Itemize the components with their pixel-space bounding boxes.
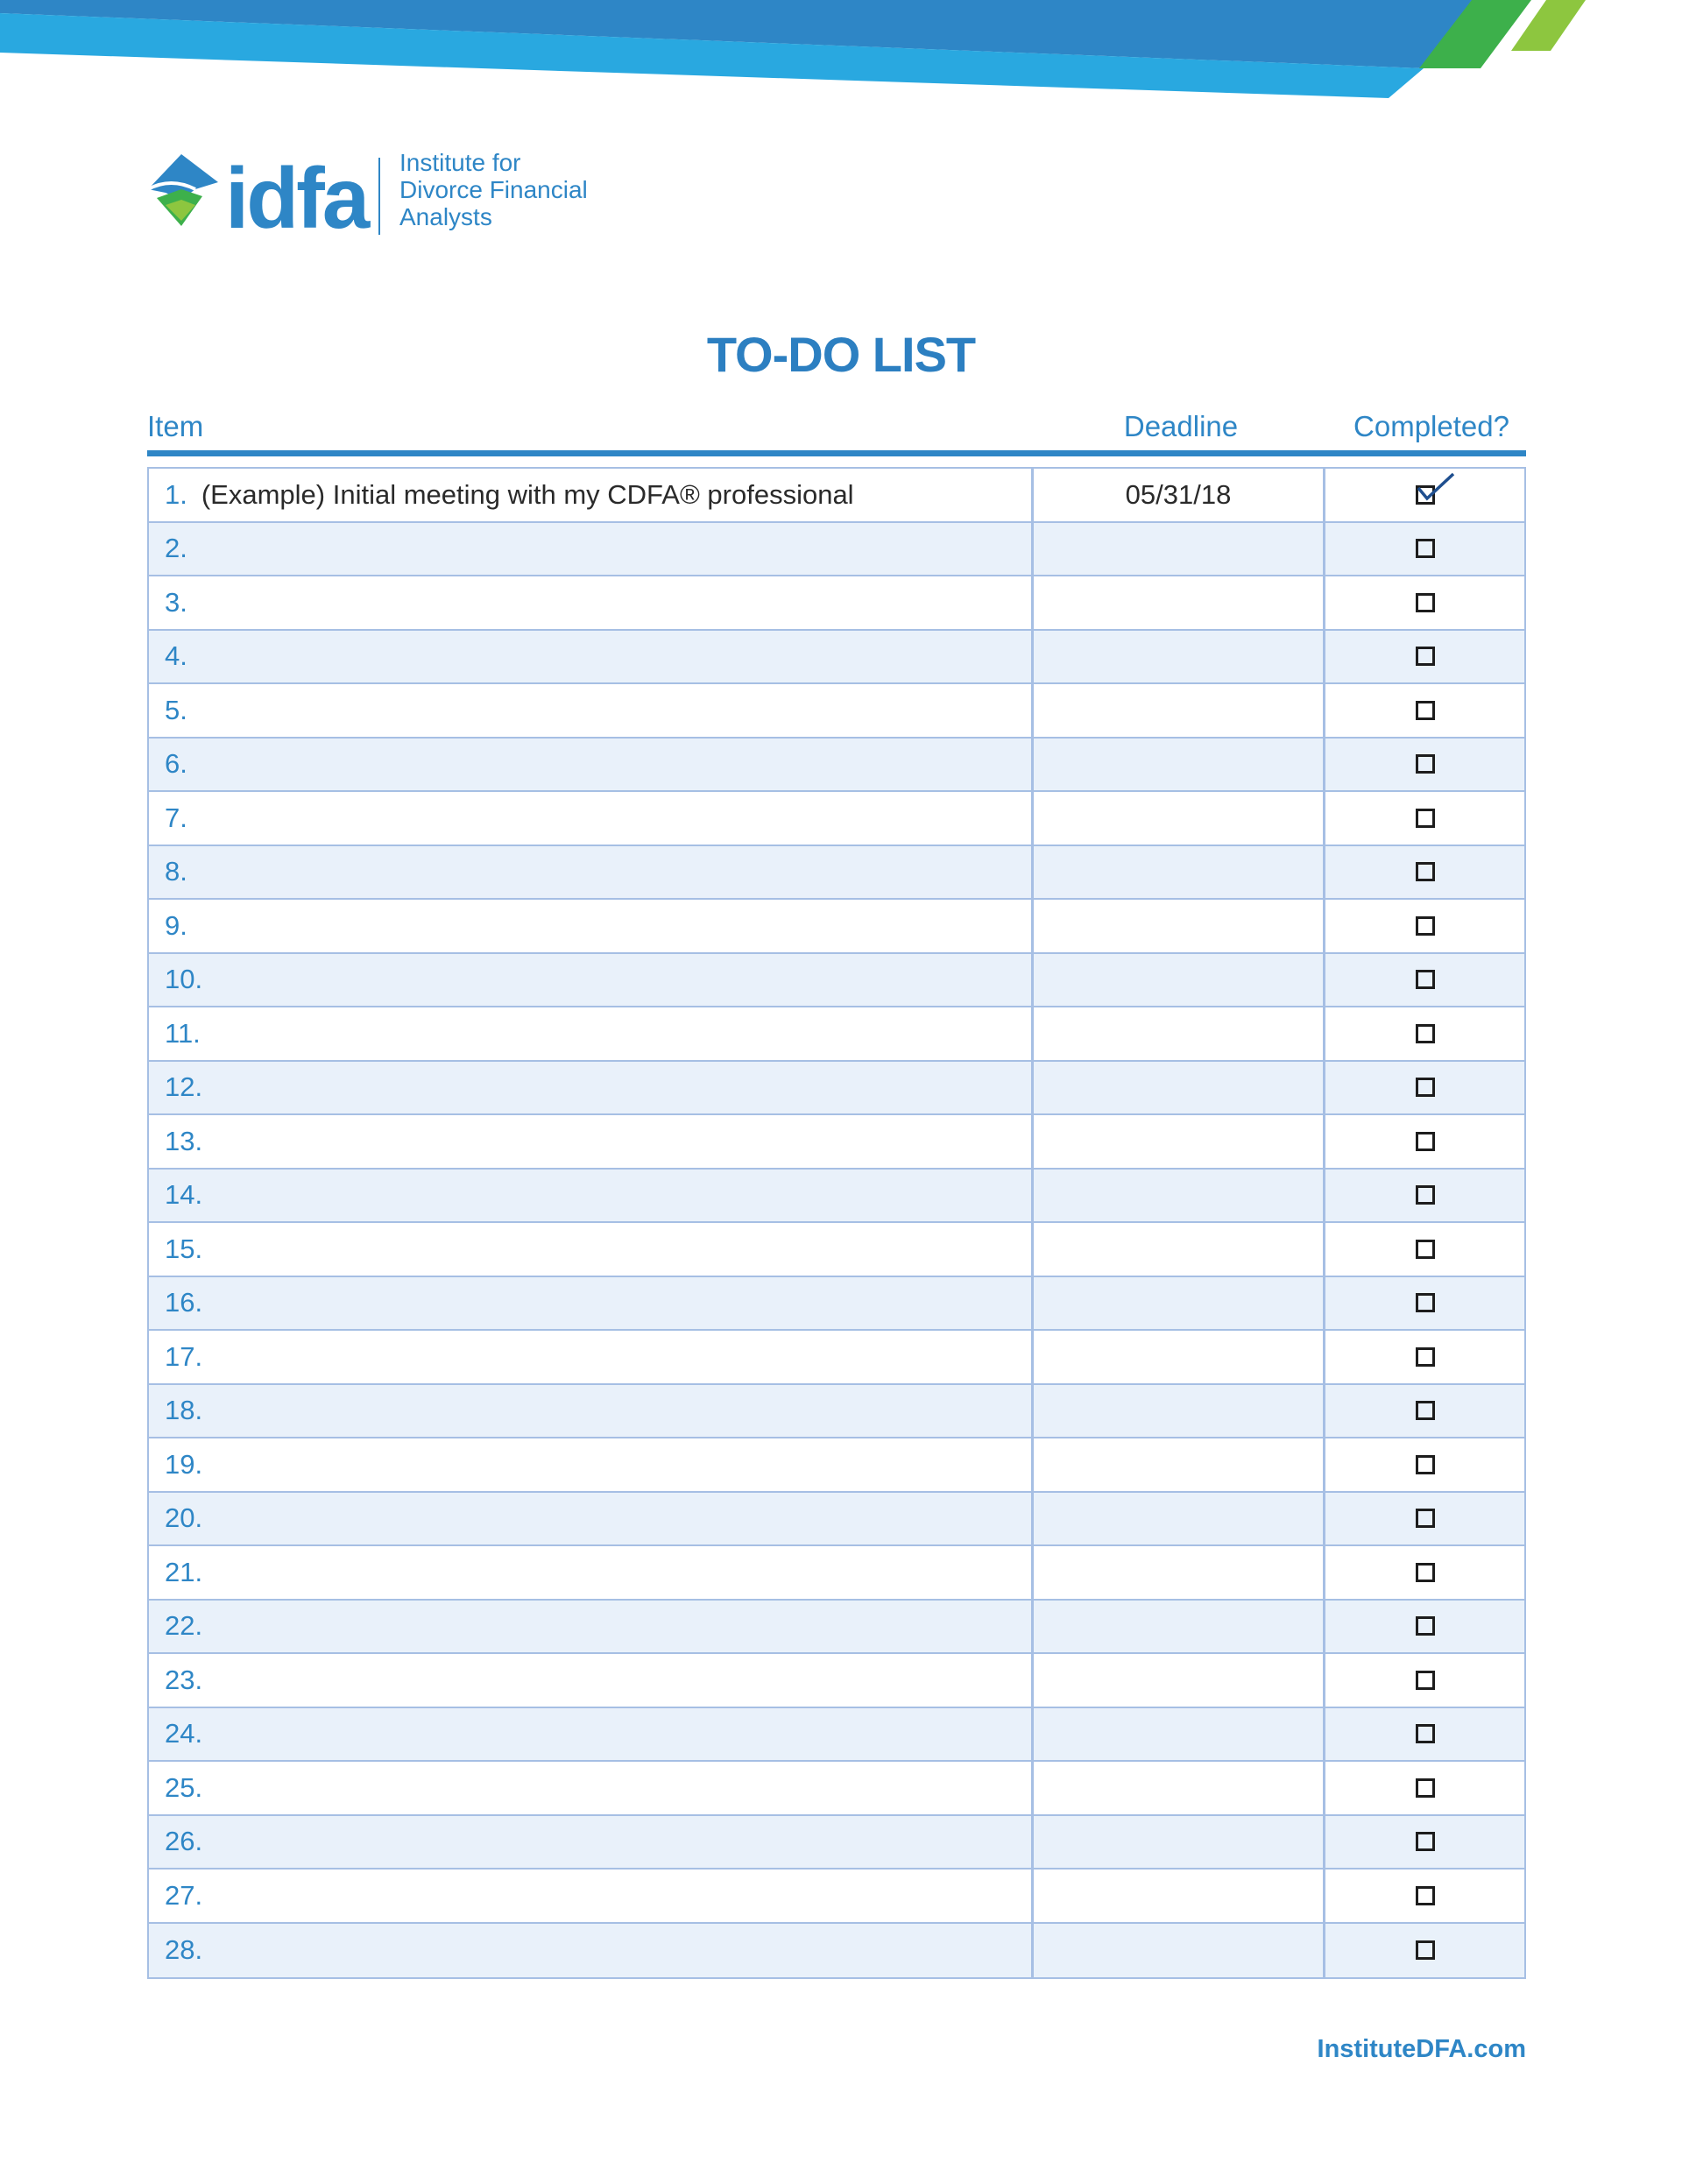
deadline-cell[interactable] — [1034, 1869, 1325, 1922]
deadline-cell[interactable] — [1034, 1816, 1325, 1869]
completed-checkbox[interactable] — [1416, 1671, 1435, 1690]
completed-checkbox[interactable] — [1416, 1347, 1435, 1367]
table-row — [149, 846, 1524, 901]
completed-checkbox[interactable] — [1416, 1401, 1435, 1420]
table-row — [149, 1869, 1524, 1924]
item-number: 16. — [165, 1287, 203, 1318]
deadline-cell[interactable] — [1034, 631, 1325, 683]
item-cell[interactable] — [149, 1438, 1034, 1491]
completed-checkbox[interactable] — [1416, 1455, 1435, 1474]
completed-cell — [1325, 576, 1524, 629]
completed-cell — [1325, 1816, 1524, 1869]
completed-cell — [1325, 1546, 1524, 1599]
item-cell[interactable] — [149, 576, 1034, 629]
item-number: 6. — [165, 748, 187, 780]
deadline-cell[interactable] — [1034, 792, 1325, 845]
completed-checkbox[interactable] — [1416, 1563, 1435, 1582]
brand-line-3: Analysts — [399, 203, 492, 230]
completed-checkbox[interactable] — [1416, 1940, 1435, 1960]
completed-cell — [1325, 684, 1524, 737]
table-row — [149, 1924, 1524, 1978]
item-number: 2. — [165, 533, 187, 564]
table-row — [149, 1601, 1524, 1655]
svg-text:idfa: idfa — [225, 150, 368, 246]
completed-checkbox[interactable] — [1416, 862, 1435, 881]
header-divider — [147, 450, 1526, 456]
completed-checkbox[interactable] — [1416, 1078, 1435, 1097]
deadline-cell[interactable] — [1034, 1762, 1325, 1814]
completed-checkbox[interactable] — [1416, 1616, 1435, 1636]
table-row — [149, 523, 1524, 577]
completed-cell — [1325, 900, 1524, 952]
column-header-deadline: Deadline — [1123, 410, 1239, 442]
footer-website[interactable]: InstituteDFA.com — [1317, 2035, 1526, 2063]
item-cell[interactable] — [149, 684, 1034, 737]
item-number: 28. — [165, 1934, 203, 1966]
completed-cell — [1325, 1708, 1524, 1761]
brand-name — [399, 149, 627, 230]
completed-checkbox[interactable] — [1416, 754, 1435, 774]
deadline-cell[interactable] — [1034, 900, 1325, 952]
completed-checkbox[interactable] — [1416, 593, 1435, 612]
table-row — [149, 1062, 1524, 1116]
deadline-cell[interactable] — [1034, 1331, 1325, 1383]
completed-cell — [1325, 954, 1524, 1007]
item-number: 19. — [165, 1448, 203, 1480]
table-row — [149, 631, 1524, 685]
deadline-cell[interactable] — [1034, 1115, 1325, 1168]
completed-cell — [1325, 739, 1524, 791]
completed-cell — [1325, 792, 1524, 845]
completed-cell — [1325, 1601, 1524, 1653]
item-cell[interactable] — [149, 1062, 1034, 1114]
item-cell[interactable] — [149, 792, 1034, 845]
item-cell[interactable] — [149, 1546, 1034, 1599]
table-row — [149, 1708, 1524, 1763]
table-row — [149, 1762, 1524, 1816]
item-cell[interactable] — [149, 1007, 1034, 1060]
deadline-cell[interactable] — [1034, 1385, 1325, 1438]
table-row — [149, 1170, 1524, 1224]
item-cell[interactable] — [149, 954, 1034, 1007]
item-cell[interactable] — [149, 469, 1034, 521]
item-number: 20. — [165, 1502, 203, 1534]
completed-cell — [1325, 846, 1524, 899]
brand-line-2: Divorce Financial — [399, 176, 588, 203]
brand-line-1: Institute for — [399, 149, 521, 176]
deadline-cell[interactable] — [1034, 1062, 1325, 1114]
completed-cell — [1325, 1115, 1524, 1168]
item-cell[interactable] — [149, 1601, 1034, 1653]
completed-checkbox[interactable] — [1416, 809, 1435, 828]
deadline-cell[interactable] — [1034, 1277, 1325, 1330]
completed-cell — [1325, 1438, 1524, 1491]
item-number: 1. — [165, 478, 187, 510]
completed-cell — [1325, 1331, 1524, 1383]
table-row — [149, 1385, 1524, 1439]
deadline-cell[interactable] — [1034, 739, 1325, 791]
table-row — [149, 1115, 1524, 1170]
table-row — [149, 1546, 1524, 1601]
page-title: TO-DO LIST — [706, 327, 976, 382]
completed-cell — [1325, 1277, 1524, 1330]
item-cell[interactable] — [149, 1170, 1034, 1222]
deadline-cell[interactable] — [1034, 1223, 1325, 1276]
item-cell[interactable] — [149, 1816, 1034, 1869]
column-header-completed: Completed? — [1353, 410, 1509, 442]
completed-checkbox[interactable] — [1416, 1293, 1435, 1312]
completed-checkbox[interactable] — [1416, 1132, 1435, 1151]
table-row — [149, 1654, 1524, 1708]
item-cell[interactable] — [149, 1654, 1034, 1707]
completed-checkbox[interactable] — [1416, 970, 1435, 989]
table-row — [149, 684, 1524, 739]
table-row — [149, 1493, 1524, 1547]
completed-checkbox[interactable] — [1416, 701, 1435, 720]
item-number: 18. — [165, 1395, 203, 1426]
table-row — [149, 739, 1524, 793]
item-number: 26. — [165, 1826, 203, 1857]
completed-cell — [1325, 1654, 1524, 1707]
item-cell[interactable] — [149, 523, 1034, 576]
completed-cell — [1325, 631, 1524, 683]
completed-checkbox[interactable] — [1416, 539, 1435, 558]
item-cell[interactable] — [149, 1708, 1034, 1761]
item-cell[interactable] — [149, 1223, 1034, 1276]
completed-checkbox[interactable] — [1416, 1832, 1435, 1851]
item-cell[interactable] — [149, 1331, 1034, 1383]
table-row — [149, 1438, 1524, 1493]
table-row — [149, 900, 1524, 954]
deadline-cell[interactable] — [1034, 1924, 1325, 1978]
item-number: 22. — [165, 1610, 203, 1642]
item-number: 11. — [165, 1017, 201, 1049]
item-cell[interactable] — [149, 1762, 1034, 1814]
completed-checkbox[interactable] — [1416, 1886, 1435, 1905]
item-text: (Example) Initial meeting with my CDFA® professional — [201, 478, 854, 510]
item-cell[interactable] — [149, 900, 1034, 952]
item-number: 10. — [165, 964, 203, 995]
item-number: 12. — [165, 1071, 203, 1103]
completed-checkbox[interactable] — [1416, 1778, 1435, 1798]
item-cell[interactable] — [149, 1493, 1034, 1545]
deadline-cell[interactable] — [1034, 1601, 1325, 1653]
completed-checkbox[interactable] — [1416, 1240, 1435, 1259]
deadline-cell[interactable] — [1034, 523, 1325, 576]
item-cell[interactable] — [149, 739, 1034, 791]
deadline-cell[interactable] — [1034, 684, 1325, 737]
completed-checkbox[interactable] — [1416, 647, 1435, 666]
completed-checkbox[interactable] — [1416, 1509, 1435, 1528]
completed-cell — [1325, 1007, 1524, 1060]
item-number: 4. — [165, 640, 187, 672]
completed-checkbox[interactable] — [1416, 1024, 1435, 1043]
item-number: 8. — [165, 856, 187, 887]
table-row — [149, 1816, 1524, 1870]
completed-checkbox[interactable] — [1416, 1724, 1435, 1743]
completed-cell — [1325, 523, 1524, 576]
completed-cell — [1325, 469, 1524, 521]
todo-table — [147, 467, 1526, 1979]
deadline-cell[interactable] — [1034, 1493, 1325, 1545]
item-cell[interactable] — [149, 1115, 1034, 1168]
completed-cell — [1325, 1385, 1524, 1438]
completed-cell — [1325, 1762, 1524, 1814]
completed-cell — [1325, 1223, 1524, 1276]
table-row — [149, 792, 1524, 846]
deadline-cell[interactable] — [1034, 1170, 1325, 1222]
table-row — [149, 954, 1524, 1008]
item-number: 3. — [165, 586, 187, 618]
item-number: 17. — [165, 1340, 203, 1372]
item-number: 15. — [165, 1233, 203, 1264]
deadline-cell[interactable] — [1034, 1007, 1325, 1060]
deadline-cell[interactable] — [1034, 1708, 1325, 1761]
completed-cell — [1325, 1924, 1524, 1978]
table-row — [149, 1007, 1524, 1062]
table-row — [149, 576, 1524, 631]
checkmark-icon — [1417, 472, 1455, 504]
item-number: 23. — [165, 1664, 203, 1695]
item-number: 24. — [165, 1718, 203, 1749]
completed-checkbox[interactable] — [1416, 916, 1435, 936]
table-row — [149, 1277, 1524, 1332]
item-cell[interactable] — [149, 1385, 1034, 1438]
deadline-cell[interactable] — [1034, 954, 1325, 1007]
item-number: 9. — [165, 909, 187, 941]
table-row — [149, 1223, 1524, 1277]
column-header-item: Item — [147, 410, 204, 442]
header-banner — [0, 0, 1682, 114]
deadline-cell[interactable]: 05/31/18 — [1034, 469, 1325, 521]
item-number: 25. — [165, 1771, 203, 1803]
completed-cell — [1325, 1869, 1524, 1922]
deadline-cell[interactable] — [1034, 576, 1325, 629]
deadline-cell[interactable] — [1034, 1546, 1325, 1599]
item-number: 27. — [165, 1879, 203, 1911]
item-cell[interactable] — [149, 846, 1034, 899]
item-number: 21. — [165, 1556, 203, 1587]
table-row — [149, 469, 1524, 523]
item-number: 14. — [165, 1179, 203, 1211]
item-number: 13. — [165, 1125, 203, 1156]
completed-checkbox[interactable] — [1416, 1185, 1435, 1205]
deadline-cell[interactable] — [1034, 846, 1325, 899]
item-cell[interactable] — [149, 1924, 1034, 1978]
item-number: 5. — [165, 694, 187, 725]
item-cell[interactable] — [149, 631, 1034, 683]
item-cell[interactable] — [149, 1277, 1034, 1330]
completed-cell — [1325, 1062, 1524, 1114]
deadline-cell[interactable] — [1034, 1654, 1325, 1707]
table-row — [149, 1331, 1524, 1385]
item-number: 7. — [165, 802, 187, 833]
deadline-cell[interactable] — [1034, 1438, 1325, 1491]
completed-cell — [1325, 1170, 1524, 1222]
item-cell[interactable] — [149, 1869, 1034, 1922]
completed-cell — [1325, 1493, 1524, 1545]
